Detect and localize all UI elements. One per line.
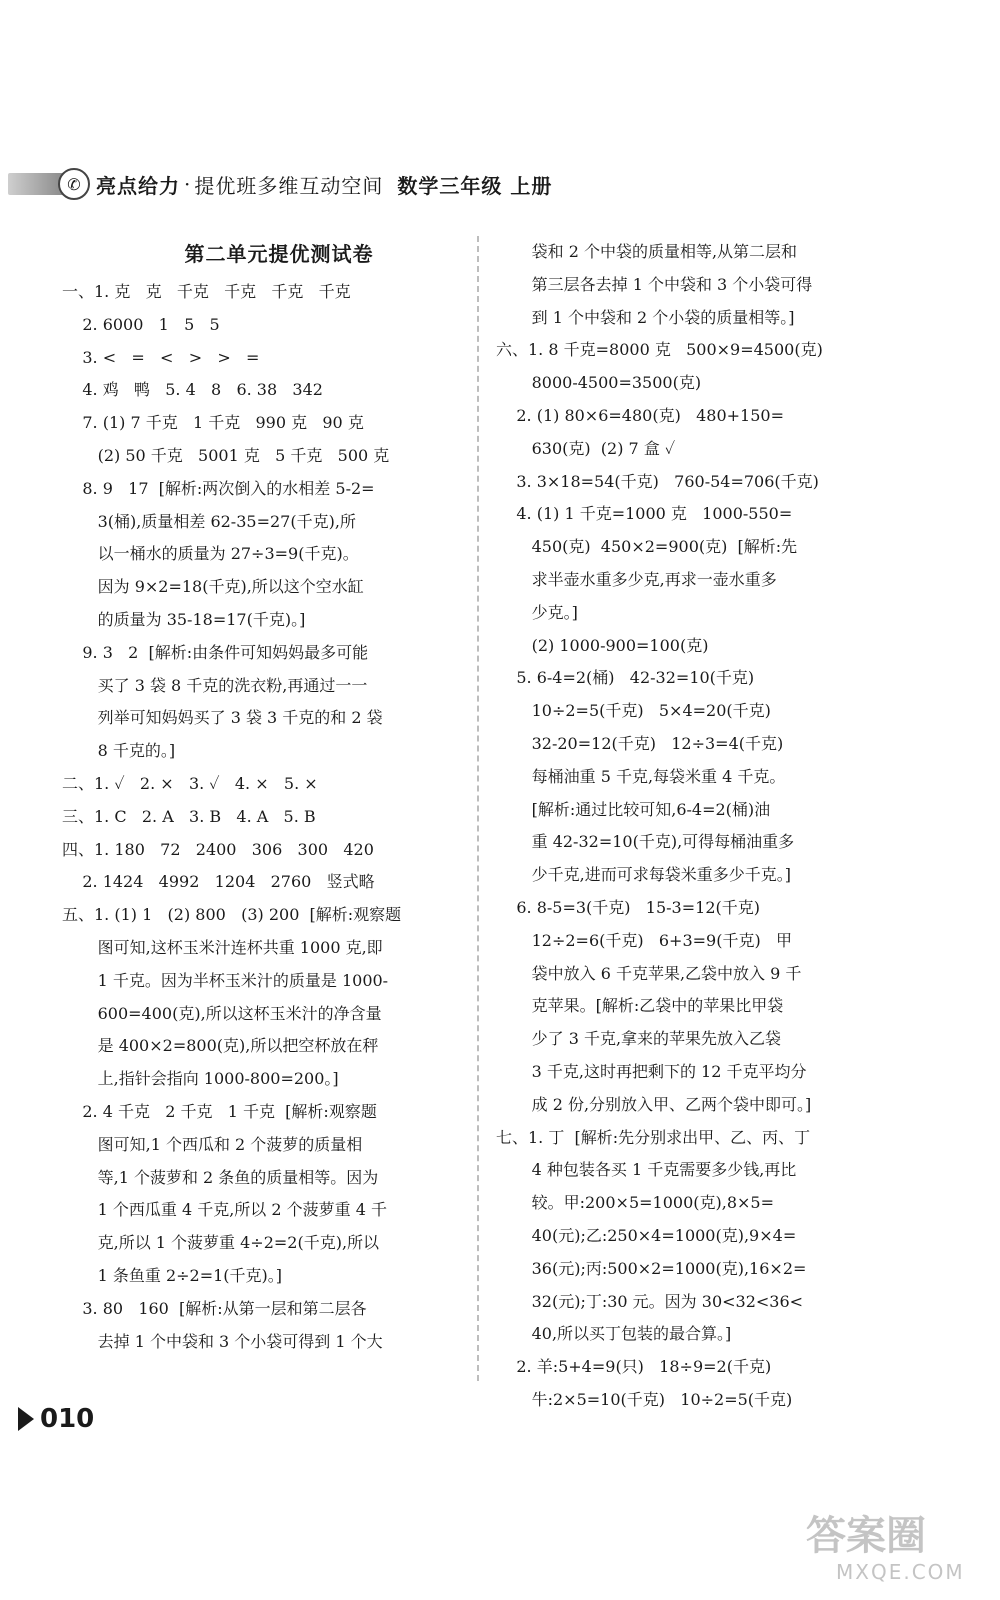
answer-line: 第三层各去掉 1 个中袋和 3 个小袋可得 [496,274,813,294]
answer-line: 三、1. C 2. A 3. B 4. A 5. B [62,806,316,826]
answer-line: 40(元);乙:250×4=1000(克),9×4= [496,1225,797,1245]
header-book-title: 数学三年级 上册 [397,173,553,198]
answer-line: 少了 3 千克,拿来的苹果先放入乙袋 [496,1029,782,1049]
answer-line: 10÷2=5(千克) 5×4=20(千克) [496,701,771,721]
answer-line: 去掉 1 个中袋和 3 个小袋可得到 1 个大 [62,1331,383,1351]
answer-line: 图可知,这杯玉米汁连杯共重 1000 克,即 [62,937,383,957]
header-separator: · [184,172,191,196]
answer-line: 8 千克的。] [62,741,176,761]
answer-line: 2. 6000 1 5 5 [62,314,220,334]
answer-line: 六、1. 8 千克=8000 克 500×9=4500(克) [496,340,823,360]
answer-line: 4. 鸡 鸭 5. 4 8 6. 38 342 [62,380,323,400]
right-column [496,236,888,1417]
page-number [18,1404,94,1434]
answer-line: 32(元);丁:30 元。因为 30<32<36< [496,1291,804,1311]
answer-line: 40,所以买丁包装的最合算。] [496,1324,732,1344]
page-number-text: 010 [40,1404,95,1434]
answer-line: 4 种包装各买 1 千克需要多少钱,再比 [496,1160,797,1180]
answer-line: 买了 3 袋 8 千克的洗衣粉,再通过一一 [62,675,368,695]
answer-line: 重 42-32=10(千克),可得每桶油重多 [496,832,795,852]
answer-line: 7. (1) 7 千克 1 千克 990 克 90 克 [62,413,364,433]
answer-line: 6. 8-5=3(千克) 15-3=12(千克) [496,897,760,917]
answer-line: 3. 80 160 [解析:从第一层和第二层各 [62,1298,367,1318]
answer-line: 克,所以 1 个菠萝重 4÷2=2(千克),所以 [62,1233,380,1253]
answer-line: 五、1. (1) 1 (2) 800 (3) 200 [解析:观察题 [62,905,402,925]
header-brand: 亮点给力 [96,173,180,198]
answer-line: 3(桶),质量相差 62-35=27(千克),所 [62,511,356,531]
answer-line: 四、1. 180 72 2400 306 300 420 [62,839,374,859]
answer-line: 每桶油重 5 千克,每袋米重 4 千克。 [496,766,786,786]
answer-line: (2) 50 千克 5001 克 5 千克 500 克 [62,445,390,465]
section-title: 第二单元提优测试卷 [184,242,374,266]
answer-line: 较。甲:200×5=1000(克),8×5= [496,1193,774,1213]
answer-line: 是 400×2=800(克),所以把空杯放在秤 [62,1036,379,1056]
answer-line: 1 条鱼重 2÷2=1(千克)。] [62,1265,283,1285]
watermark-logo [796,1494,984,1594]
answer-line: 5. 6-4=2(桶) 42-32=10(千克) [496,668,755,688]
answer-line: [解析:通过比较可知,6-4=2(桶)油 [496,799,771,819]
answer-line: 8. 9 17 [解析:两次倒入的水相差 5-2= [62,478,375,498]
answer-line: 630(克) (2) 7 盒 ✓ [496,438,676,458]
answer-line: 袋中放入 6 千克苹果,乙袋中放入 9 千 [496,963,802,983]
answer-line: 牛:2×5=10(千克) 10÷2=5(千克) [496,1389,793,1409]
page-header [8,166,552,202]
answer-line: 1 个西瓜重 4 千克,所以 2 个菠萝重 4 千 [62,1200,388,1220]
answer-line: 2. 1424 4992 1204 2760 竖式略 [62,872,375,892]
answer-line: 少千克,进而可求每袋米重多少千克。] [496,865,791,885]
watermark-text: 答案圈 [806,1513,926,1559]
answer-line: 一、1. 克 克 千克 千克 千克 千克 [62,282,351,301]
left-answer-lines [62,276,460,1358]
answer-line: 克苹果。[解析:乙袋中的苹果比甲袋 [496,996,784,1016]
answer-line: 3. < = < > > = [62,347,260,367]
answer-line: 成 2 份,分别放入甲、乙两个袋中即可。] [496,1094,812,1114]
answer-line: 等,1 个菠萝和 2 条鱼的质量相等。因为 [62,1167,379,1187]
answer-line: 因为 9×2=18(千克),所以这个空水缸 [62,577,364,597]
answer-line: 图可知,1 个西瓜和 2 个菠萝的质量相 [62,1134,363,1154]
answer-line: 2. 羊:5+4=9(只) 18÷9=2(千克) [496,1357,772,1377]
answer-line: 8000-4500=3500(克) [496,373,702,393]
answer-line: 七、1. 丁 [解析:先分别求出甲、乙、丙、丁 [496,1127,811,1147]
answer-line: 9. 3 2 [解析:由条件可知妈妈最多可能 [62,642,369,662]
answer-line: 袋和 2 个中袋的质量相等,从第二层和 [496,242,798,261]
left-column [62,236,460,1358]
header-subtitle: 提优班多维互动空间 [194,173,384,198]
answer-line: (2) 1000-900=100(克) [496,635,709,655]
answer-line: 以一桶水的质量为 27÷3=9(千克)。 [62,544,359,564]
phone-icon: ✆ [58,168,90,200]
answer-line: 12÷2=6(千克) 6+3=9(千克) 甲 [496,930,792,950]
answer-line: 32-20=12(千克) 12÷3=4(千克) [496,733,784,753]
answer-line: 的质量为 35-18=17(千克)。] [62,609,306,629]
answer-line: 4. (1) 1 千克=1000 克 1000-550= [496,504,793,524]
page-arrow-icon [18,1407,34,1431]
answer-line: 1 千克。因为半杯玉米汁的质量是 1000- [62,970,389,990]
answer-line: 到 1 个中袋和 2 个小袋的质量相等。] [496,307,795,327]
answer-line: 3. 3×18=54(千克) 760-54=706(千克) [496,471,819,491]
answer-line: 3 千克,这时再把剩下的 12 千克平均分 [496,1061,807,1081]
answer-line: 列举可知妈妈买了 3 袋 3 千克的和 2 袋 [62,708,383,728]
answer-line: 450(克) 450×2=900(克) [解析:先 [496,537,798,557]
right-answer-lines [496,236,888,1417]
answer-line: 二、1. ✓ 2. × 3. ✓ 4. × 5. × [62,773,318,793]
answer-line: 求半壶水重多少克,再求一壶水重多 [496,569,777,589]
answer-line: 2. 4 千克 2 千克 1 千克 [解析:观察题 [62,1101,377,1121]
answer-line: 600=400(克),所以这杯玉米汁的净含量 [62,1003,382,1023]
answer-line: 36(元);丙:500×2=1000(克),16×2= [496,1258,807,1278]
column-divider [477,236,479,1381]
header-decoration-bar [8,173,64,195]
answer-line: 2. (1) 80×6=480(克) 480+150= [496,405,784,425]
watermark-url: MXQE.COM [836,1560,965,1584]
answer-line: 上,指针会指向 1000-800=200。] [62,1069,339,1089]
answer-line: 少克。] [496,602,578,622]
